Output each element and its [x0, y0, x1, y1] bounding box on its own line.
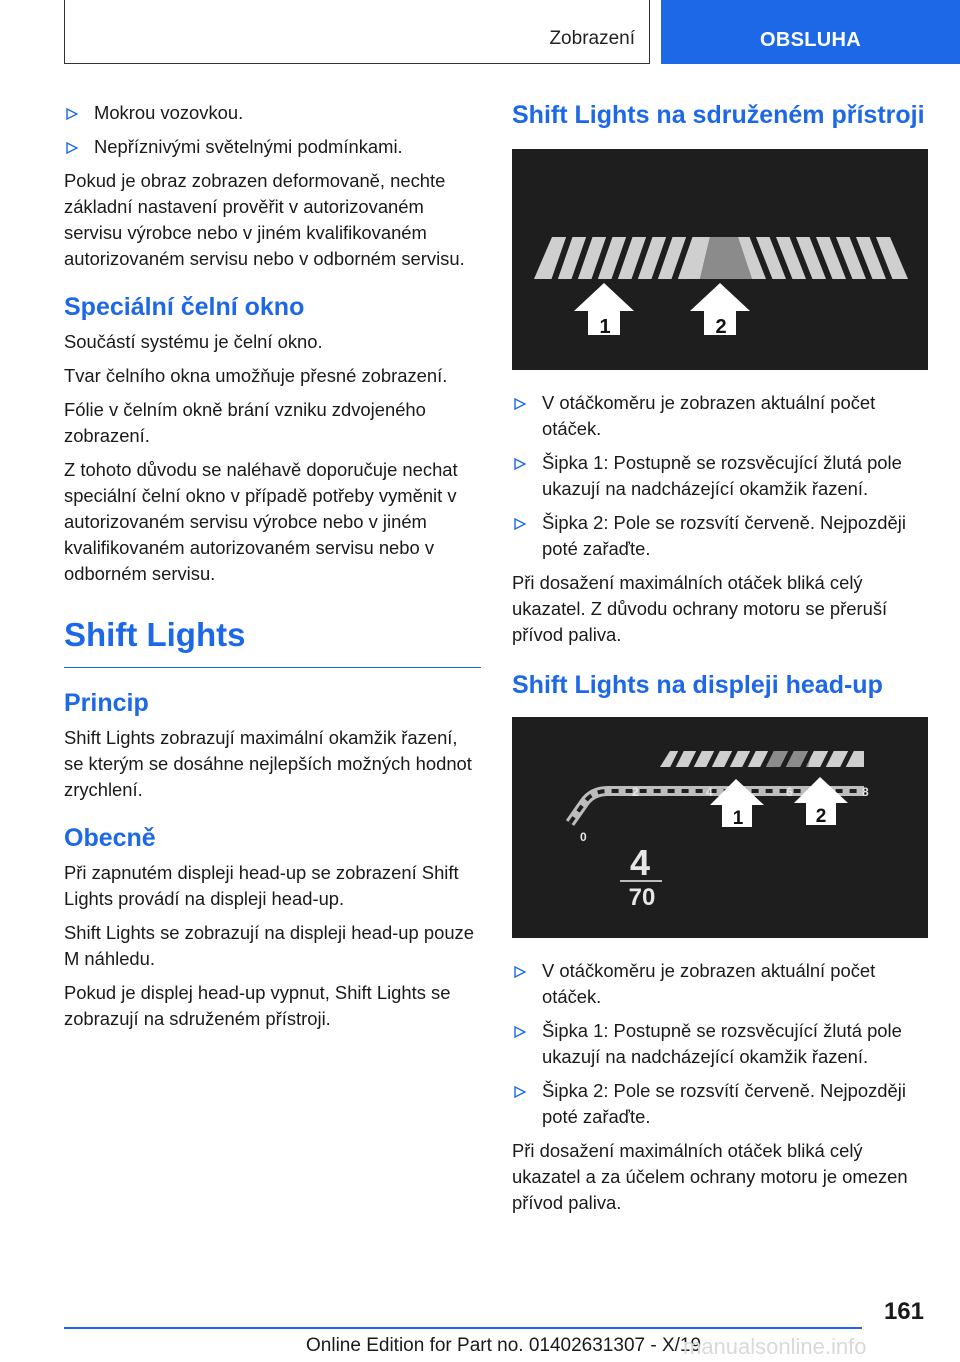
right-column [512, 100, 928, 1224]
chapter-heading: Shift Lights [64, 615, 481, 668]
paragraph: Shift Lights zobrazují maximální okamžik řazení, se kterým se dosáhne nejlepších možných hodnot zrychlení. [64, 727, 472, 800]
list-item-text: Mokrou vozovkou. [94, 102, 244, 123]
section-heading: Princip [64, 689, 149, 717]
triangle-bullet-icon [514, 458, 526, 470]
list-item-text: Šipka 1: Postupně se rozsvěcující žlutá pole ukazují na nadcházející okamžik řazení. [542, 1020, 902, 1067]
triangle-bullet-icon [66, 142, 78, 154]
list-item [512, 958, 928, 1010]
header-chapter-tab [661, 0, 960, 64]
page-header [0, 0, 960, 66]
paragraph: Fólie v čelním okně brání vzniku zdvojeného zobrazení. [64, 399, 426, 446]
footer-watermark: manualsonline.info [683, 1334, 867, 1359]
list-item-text: V otáčkoměru je zobrazen aktuální počet otáček. [542, 960, 876, 1007]
triangle-bullet-icon [514, 966, 526, 978]
section-heading: Shift Lights na displeji head-up [512, 671, 883, 699]
arrow-2-label: 2 [715, 316, 727, 338]
list-item [512, 1018, 928, 1070]
triangle-bullet-icon [514, 1086, 526, 1098]
list-item-text: Šipka 2: Pole se rozsvítí červeně. Nejpozději poté zařaďte. [542, 1080, 906, 1127]
paragraph: Pokud je displej head-up vypnut, Shift Lights se zobrazují na sdruženém přístroji. [64, 982, 451, 1029]
section-heading: Shift Lights na sdruženém přístroji [512, 101, 925, 129]
paragraph: Při zapnutém displeji head-up se zobrazení Shift Lights provádí na displeji head-up. [64, 862, 459, 909]
section-heading: Obecně [64, 824, 156, 852]
hud-explanation-list [512, 958, 928, 1130]
list-item [512, 450, 928, 502]
speed-readout: 70 [628, 884, 656, 911]
paragraph: Pokud je obraz zobrazen deformovaně, nechte základní nastavení prověřit v autorizovaném servisu výrobce nebo v jiném kvalifikovaném autorizovaném servisu nebo v odborném servisu. [64, 170, 465, 269]
paragraph: Při dosažení maximálních otáček bliká celý ukazatel a za účelem ochrany motoru je omezen přívod paliva. [512, 1140, 908, 1213]
list-item [512, 390, 928, 442]
tick-label: 8 [862, 785, 869, 799]
condition-list [64, 100, 481, 160]
list-item [64, 134, 481, 160]
list-item [512, 510, 928, 562]
triangle-bullet-icon [514, 398, 526, 410]
arrow-2-label: 2 [815, 806, 827, 827]
left-column [64, 100, 481, 1040]
list-item-text: Nepříznivými světelnými podmínkami. [94, 136, 403, 157]
list-item-text: Šipka 1: Postupně se rozsvěcující žlutá pole ukazují na nadcházející okamžik řazení. [542, 452, 902, 499]
arrow-1-label: 1 [599, 316, 611, 338]
list-item-text: V otáčkoměru je zobrazen aktuální počet otáček. [542, 392, 876, 439]
tick-label: 0 [580, 830, 587, 844]
paragraph: Z tohoto důvodu se naléhavě doporučuje nechat speciální čelní okno v případě potřeby vyměnit v autorizovaném servisu výrobce nebo v jiném kvalifikovaném autorizovaném servisu nebo v odborném servisu. [64, 459, 458, 584]
header-section-title: Zobrazení [549, 28, 635, 49]
hud-illustration [512, 717, 928, 938]
paragraph: Tvar čelního okna umožňuje přesné zobrazení. [64, 365, 448, 386]
shift-light-bar-right [738, 235, 908, 281]
list-item-text: Šipka 2: Pole se rozsvítí červeně. Nejpozději poté zařaďte. [542, 512, 906, 559]
list-item [512, 1078, 928, 1130]
footer-divider [64, 1327, 862, 1329]
section-heading: Speciální čelní okno [64, 293, 305, 321]
triangle-bullet-icon [66, 108, 78, 120]
cluster-illustration [512, 149, 928, 370]
cluster-explanation-list [512, 390, 928, 562]
shift-light-bar-left [534, 235, 710, 281]
paragraph: Při dosažení maximálních otáček bliká celý ukazatel. Z důvodu ochrany motoru se přeruší přívod paliva. [512, 572, 888, 645]
header-section-box [64, 0, 650, 64]
paragraph: Součástí systému je čelní okno. [64, 331, 323, 352]
triangle-bullet-icon [514, 1026, 526, 1038]
header-chapter-label: OBSLUHA [760, 29, 861, 51]
shift-light-bar [660, 749, 864, 769]
footer-edition: Online Edition for Part no. 01402631307 - X/19 [306, 1335, 702, 1356]
hud-shift-lights-figure [512, 717, 928, 938]
page-number: 161 [883, 1298, 924, 1325]
tick-label: 2 [632, 785, 639, 799]
list-item [64, 100, 481, 126]
gear-indicator: 4 [629, 842, 651, 883]
triangle-bullet-icon [514, 518, 526, 530]
cluster-shift-lights-figure [512, 149, 928, 370]
tick-label: 6 [786, 785, 793, 799]
arrow-1-label: 1 [732, 808, 744, 829]
paragraph: Shift Lights se zobrazují na displeji head-up pouze M náhledu. [64, 922, 474, 969]
tick-label: 4 [706, 785, 713, 799]
